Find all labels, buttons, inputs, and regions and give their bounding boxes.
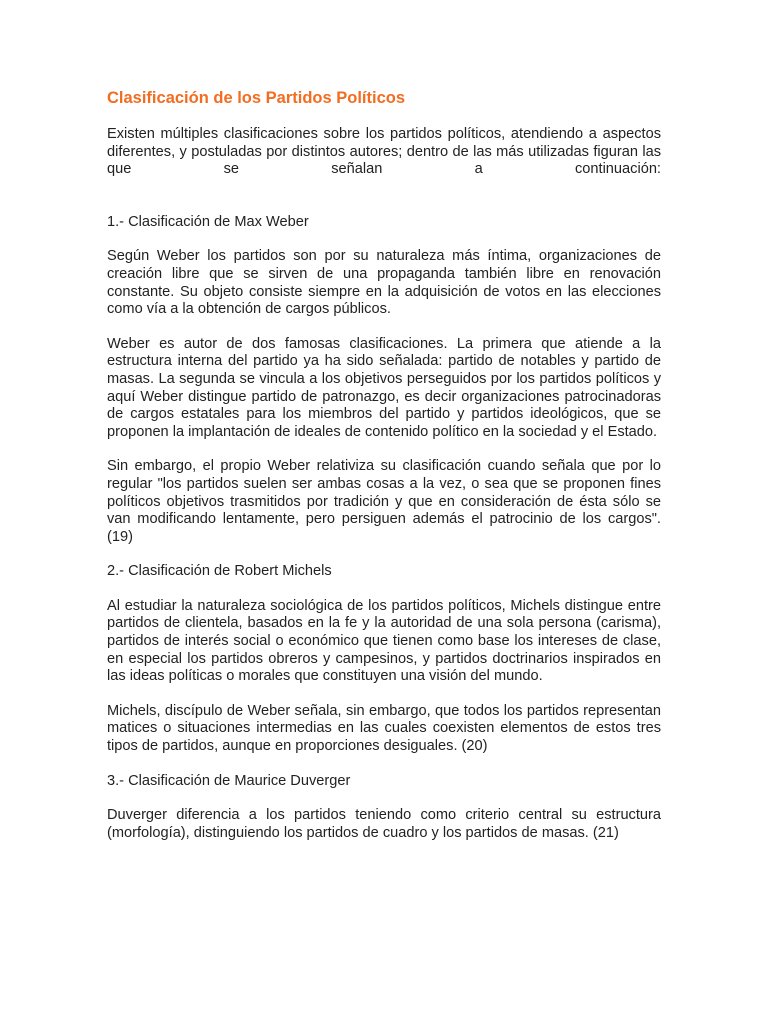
paragraph: Sin embargo, el propio Weber relativiza su clasificación cuando señala que por lo regular "los partidos suelen ser ambas cosas a la vez, o sea que se proponen fines políticos objetivos trasmitidos por tradición y que en consideración de ésta sólo se van modificando lentamente, pero persiguen además el patrocinio de los cargos". (19)	[107, 458, 661, 545]
intro-spacer	[107, 196, 661, 214]
section-heading: 1.- Clasificación de Max Weber	[107, 213, 309, 230]
section-max-weber	[107, 214, 661, 547]
section-heading: 2.- Clasificación de Robert Michels	[107, 563, 332, 580]
paragraph: Duverger diferencia a los partidos teniendo como criterio central su estructura (morfología), distinguiendo los partidos de cuadro y los partidos de masas. (21)	[107, 807, 661, 841]
section-maurice-duverger	[107, 773, 661, 843]
paragraph: Según Weber los partidos son por su naturaleza más íntima, organizaciones de creación libre que se sirven de una propaganda también libre en renovación constante. Su objeto consiste siempre en la adquisición de votos en las elecciones como vía a la obtención de cargos públicos.	[107, 248, 661, 318]
document-page	[107, 88, 661, 859]
section-robert-michels	[107, 563, 661, 755]
paragraph: Weber es autor de dos famosas clasificaciones. La primera que atiende a la estructura interna del partido ya ha sido señalada: partido de notables y partido de masas. La segunda se vincula a los objetivos perseguidos por los partidos políticos y aquí Weber distingue partido de patronazgo, es decir organizaciones patrocinadoras de cargos estatales para los miembros del partido y partidos ideológicos, que se proponen la implantación de ideales de contenido político en la sociedad y el Estado.	[107, 335, 661, 440]
paragraph: Michels, discípulo de Weber señala, sin embargo, que todos los partidos representan matices o situaciones intermedias en las cuales coexisten elementos de estos tres tipos de partidos, aunque en proporciones desiguales. (20)	[107, 702, 661, 755]
paragraph: Al estudiar la naturaleza sociológica de los partidos políticos, Michels distingue entre partidos de clientela, basados en la fe y la autoridad de una sola persona (carisma), partidos de interés social o económico que tienen como base los intereses de clase, en especial los partidos obreros y campesinos, y partidos doctrinarios inspirados en las ideas políticas o morales que constituyen una visión del mundo.	[107, 597, 661, 685]
intro-paragraph: Existen múltiples clasificaciones sobre los partidos políticos, atendiendo a aspectos diferentes, y postuladas por distintos autores; dentro de las más utilizadas figuran las que se señalan a continuación:	[107, 126, 661, 178]
document-title: Clasificación de los Partidos Políticos	[107, 89, 405, 107]
section-heading: 3.- Clasificación de Maurice Duverger	[107, 772, 351, 789]
